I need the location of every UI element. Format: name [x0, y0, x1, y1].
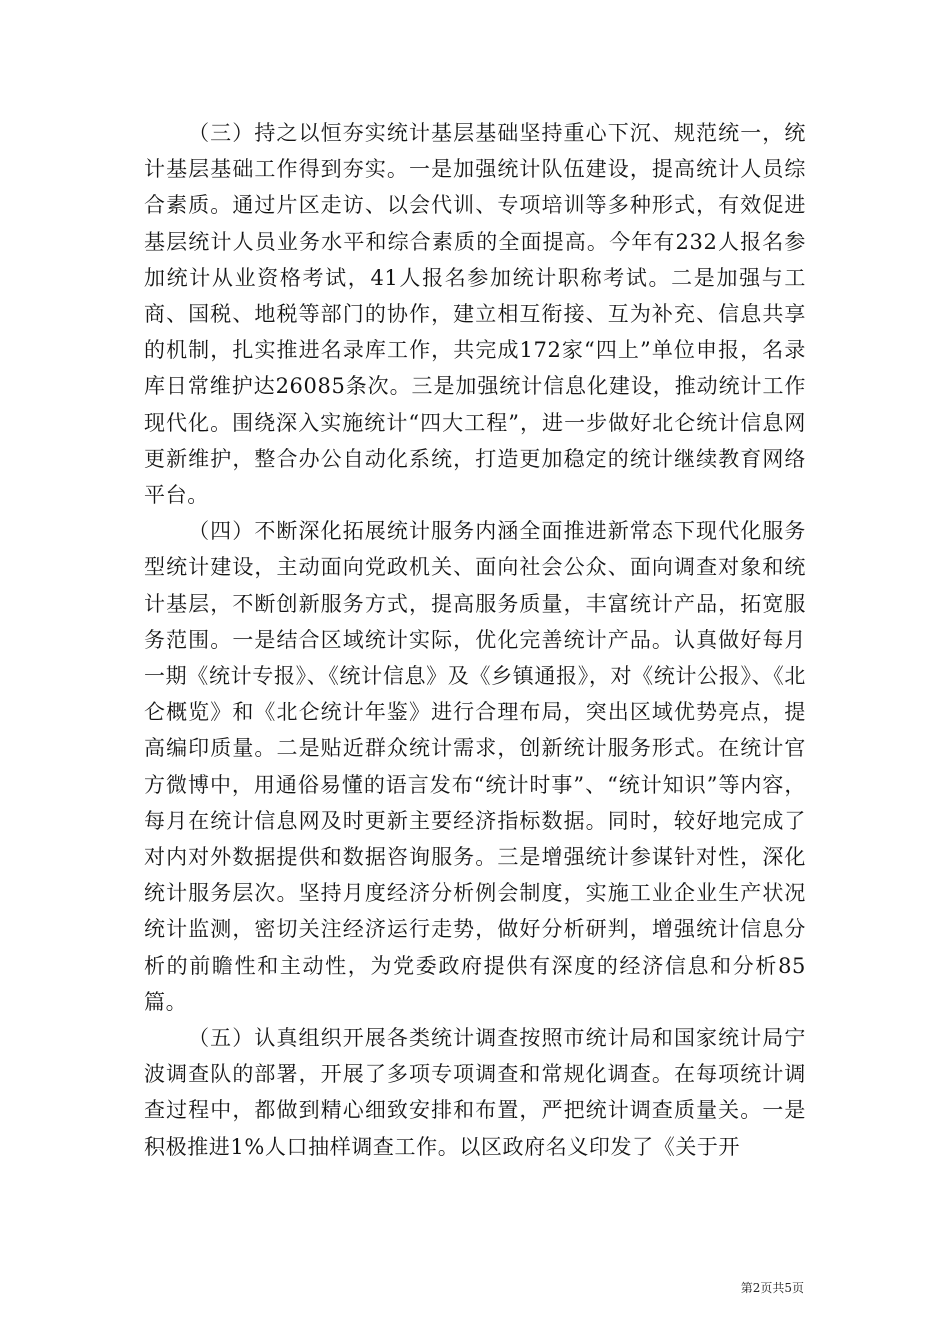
paragraph-3: （三）持之以恒夯实统计基层基础坚持重心下沉、规范统一，统计基层基础工作得到夯实。一是加强统计队伍建设，提高统计人员综合素质。通过片区走访、以会代训、专项培训等多种形式，有效促进基层统计人员业务水平和综合素质的全面提高。今年有232人报名参加统计从业资格考试，41人报名参加统计职称考试。二是加强与工商、国税、地税等部门的协作，建立相互衔接、互为补充、信息共享的机制，扎实推进名录库工作，共完成172家“四上”单位申报，名录库日常维护达26085条次。三是加强统计信息化建设，推动统计工作现代化。围绕深入实施统计“四大工程”，进一步做好北仑统计信息网更新维护，整合办公自动化系统，打造更加稳定的统计继续教育网络平台。 [144, 121, 806, 508]
document-body [144, 115, 806, 1165]
paragraph-5: （五）认真组织开展各类统计调查按照市统计局和国家统计局宁波调查队的部署，开展了多项专项调查和常规化调查。在每项统计调查过程中，都做到精心细致安排和布置，严把统计调查质量关。一是积极推进1%人口抽样调查工作。以区政府名义印发了《关于开 [144, 1026, 806, 1159]
page-number: 第2页共5页 [740, 1281, 804, 1295]
paragraph-4: （四）不断深化拓展统计服务内涵全面推进新常态下现代化服务型统计建设，主动面向党政机关、面向社会公众、面向调查对象和统计基层，不断创新服务方式，提高服务质量，丰富统计产品，拓宽服务范围。一是结合区域统计实际，优化完善统计产品。认真做好每月一期《统计专报》、《统计信息》及《乡镇通报》，对《统计公报》、《北仑概览》和《北仑统计年鉴》进行合理布局，突出区域优势亮点，提高编印质量。二是贴近群众统计需求，创新统计服务形式。在统计官方微博中，用通俗易懂的语言发布“统计时事”、“统计知识”等内容，每月在统计信息网及时更新主要经济指标数据。同时，较好地完成了对内对外数据提供和数据咨询服务。三是增强统计参谋针对性，深化统计服务层次。坚持月度经济分析例会制度，实施工业企业生产状况统计监测，密切关注经济运行走势，做好分析研判，增强统计信息分析的前瞻性和主动性，为党委政府提供有深度的经济信息和分析85篇。 [144, 519, 806, 1014]
